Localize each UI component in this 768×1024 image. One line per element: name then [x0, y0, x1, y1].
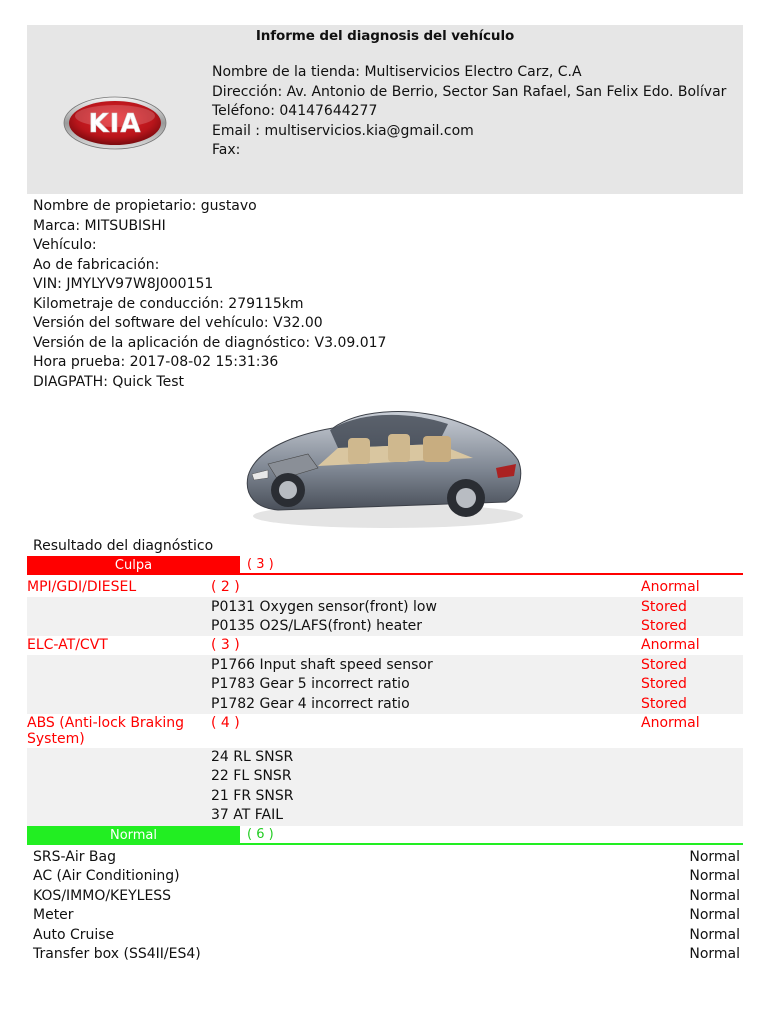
- system-status: Anormal: [641, 579, 700, 595]
- fault-code: 24 RL SNSR: [211, 749, 294, 765]
- fault-code-status: Stored: [641, 618, 687, 634]
- normal-system-row: [33, 907, 740, 923]
- report-header: [27, 25, 743, 194]
- normal-label: Normal: [27, 826, 240, 845]
- diagnostic-app-version: Versión de la aplicación de diagnóstico: V3.09.017: [33, 334, 387, 351]
- fault-system-row: [27, 715, 743, 748]
- system-status: Normal: [689, 849, 740, 865]
- normal-count: ( 6 ): [247, 827, 274, 842]
- system-name: MPI/GDI/DIESEL: [27, 579, 137, 595]
- normal-system-row: [33, 868, 740, 884]
- fault-code: P0131 Oxygen sensor(front) low: [211, 599, 437, 615]
- normal-system-row: [33, 849, 740, 865]
- shop-info: [212, 63, 726, 161]
- report-title: Informe del diagnosis del vehículo: [255, 28, 515, 44]
- results-title: Resultado del diagnóstico: [33, 538, 214, 554]
- kia-logo-icon: [62, 95, 168, 151]
- shop-fax: Fax:: [212, 142, 241, 159]
- shop-name: Nombre de la tienda: Multiservicios Electro Carz, C.A: [212, 64, 582, 80]
- diagpath: DIAGPATH: Quick Test: [33, 373, 184, 390]
- fault-divider: [240, 573, 743, 575]
- fault-count: ( 3 ): [247, 557, 274, 572]
- normal-divider: [240, 843, 743, 845]
- vehicle-mileage: Kilometraje de conducción: 279115km: [33, 295, 304, 312]
- shop-phone: Teléfono: 04147644277: [212, 103, 378, 120]
- system-status: Normal: [689, 868, 740, 884]
- owner-name: Nombre de propietario: gustavo: [33, 198, 257, 214]
- car-cutaway-icon: [238, 398, 528, 538]
- fault-code: 37 AT FAIL: [211, 807, 284, 823]
- fault-code-group: [27, 655, 743, 714]
- fault-label: Culpa: [27, 556, 240, 575]
- fault-code-status: Stored: [641, 599, 687, 615]
- shop-email: Email : multiservicios.kia@gmail.com: [212, 122, 474, 139]
- fault-code-status: Stored: [641, 657, 687, 673]
- fault-code: P1782 Gear 4 incorrect ratio: [211, 696, 410, 712]
- system-status: Normal: [689, 888, 740, 904]
- shop-address: Dirección: Av. Antonio de Berrio, Sector San Rafael, San Felix Edo. Bolívar: [212, 83, 727, 100]
- fault-code-status: Stored: [641, 676, 687, 692]
- fault-code: P1783 Gear 5 incorrect ratio: [211, 676, 410, 692]
- fault-code: 22 FL SNSR: [211, 768, 292, 784]
- normal-system-row: [33, 888, 740, 904]
- fault-code: 21 FR SNSR: [211, 788, 294, 804]
- test-time: Hora prueba: 2017-08-02 15:31:36: [33, 354, 279, 370]
- vehicle-model: Vehículo:: [33, 237, 97, 253]
- fault-code-status: Stored: [641, 696, 687, 712]
- normal-section-bar: [27, 826, 743, 846]
- fault-section-bar: [27, 556, 743, 576]
- system-fault-count: ( 4 ): [211, 715, 240, 731]
- kia-logo-text: KIA: [88, 109, 142, 139]
- system-name: AC (Air Conditioning): [33, 868, 180, 884]
- system-status: Anormal: [641, 715, 700, 731]
- system-status: Anormal: [641, 637, 700, 653]
- vehicle-brand: Marca: MITSUBISHI: [33, 217, 166, 234]
- fault-code: P1766 Input shaft speed sensor: [211, 657, 433, 673]
- system-name: Meter: [33, 907, 74, 923]
- fault-code-group: [27, 597, 743, 636]
- system-name: ABS (Anti-lock Braking System): [27, 715, 185, 747]
- fault-system-row: [27, 637, 743, 656]
- fault-system-row: [27, 579, 743, 598]
- system-name: Transfer box (SS4II/ES4): [33, 946, 201, 962]
- vehicle-software-version: Versión del software del vehículo: V32.00: [33, 315, 323, 331]
- system-name: Auto Cruise: [33, 927, 115, 943]
- normal-system-row: [33, 946, 740, 962]
- fault-code: P0135 O2S/LAFS(front) heater: [211, 618, 423, 634]
- vehicle-info: [33, 197, 386, 392]
- system-name: ELC-AT/CVT: [27, 637, 108, 653]
- normal-system-row: [33, 927, 740, 943]
- system-status: Normal: [689, 946, 740, 962]
- system-name: KOS/IMMO/KEYLESS: [33, 888, 172, 904]
- fault-code-group: [27, 748, 743, 826]
- system-fault-count: ( 3 ): [211, 637, 240, 653]
- vehicle-vin: VIN: JMYLYV97W8J000151: [33, 276, 214, 292]
- system-status: Normal: [689, 907, 740, 923]
- system-status: Normal: [689, 927, 740, 943]
- vehicle-year: Ao de fabricación:: [33, 256, 160, 273]
- system-name: SRS-Air Bag: [33, 849, 116, 865]
- system-fault-count: ( 2 ): [211, 579, 240, 595]
